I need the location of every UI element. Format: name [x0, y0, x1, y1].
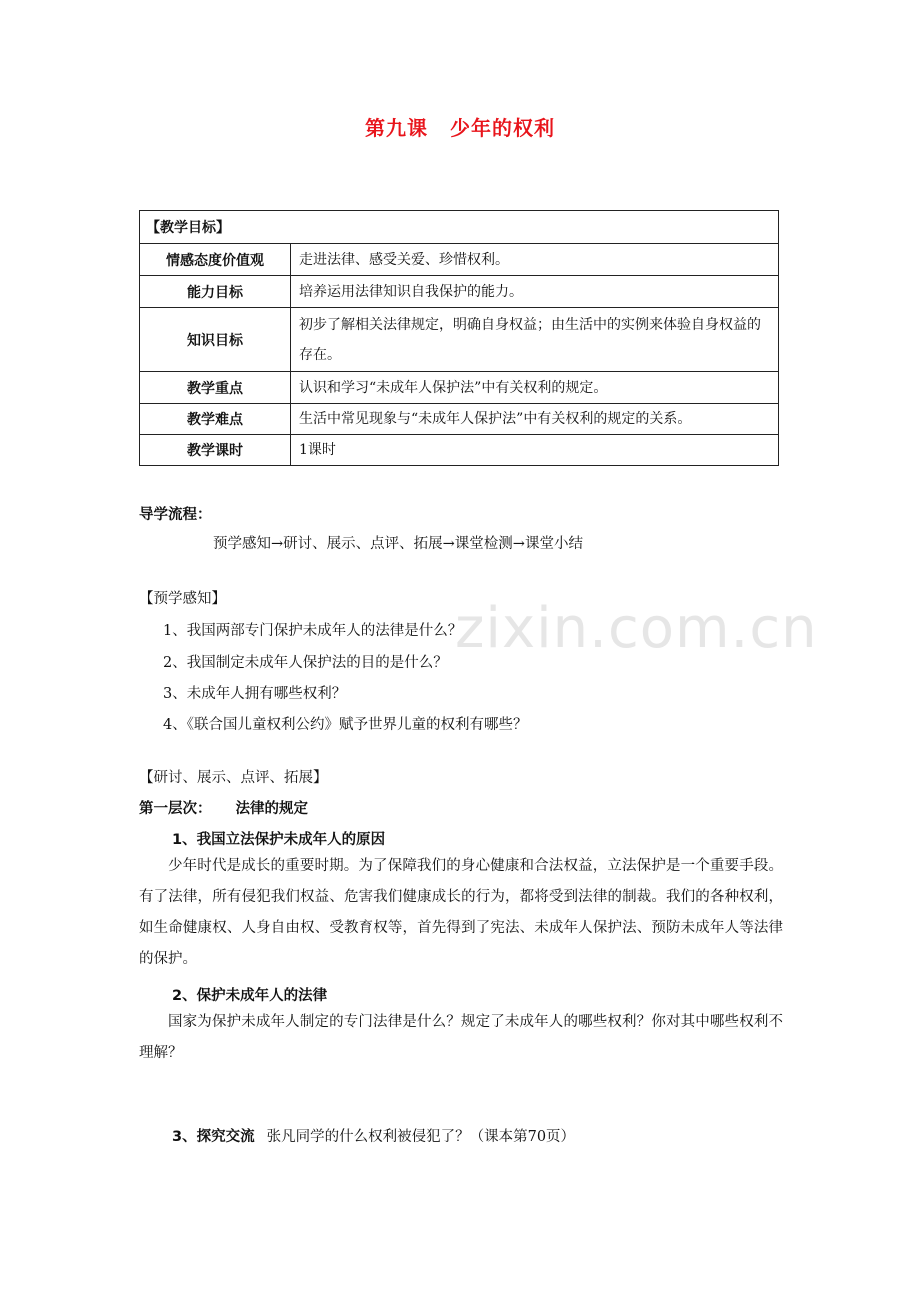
- row-value: 培养运用法律知识自我保护的能力。: [291, 276, 779, 308]
- section-title: 2、保护未成年人的法律: [172, 988, 328, 1004]
- row-value: 初步了解相关法律规定，明确自身权益；由生活中的实例来体验自身权益的存在。: [291, 308, 779, 372]
- table-row: [140, 372, 779, 404]
- lesson-title: 少年的权利: [450, 116, 555, 140]
- table-header-row: [140, 211, 779, 244]
- row-label: 能力目标: [140, 276, 291, 308]
- row-label: 情感态度价值观: [140, 244, 291, 276]
- row-value: 认识和学习“未成年人保护法”中有关权利的规定。: [291, 372, 779, 404]
- row-label: 知识目标: [140, 308, 291, 372]
- section-paragraph: 少年时代是成长的重要时期。为了保障我们的身心健康和合法权益，立法保护是一个重要手段。有了法律，所有侵犯我们权益、危害我们健康成长的行为，都将受到法律的制裁。我们的各种权利，如生命健康权、人身自由权、受教育权等，首先得到了宪法、未成年人保护法、预防未成年人等法律的保护。: [139, 858, 783, 967]
- lesson-number: 第九课: [365, 116, 428, 140]
- level-title: 法律的规定: [235, 801, 308, 817]
- table-row: [140, 244, 779, 276]
- section-title: 1、我国立法保护未成年人的原因: [172, 832, 386, 848]
- row-value: 生活中常见现象与“未成年人保护法”中有关权利的规定的关系。: [291, 404, 779, 435]
- table-row: [140, 308, 779, 372]
- table-row: [140, 276, 779, 308]
- row-label: 教学重点: [140, 372, 291, 404]
- flow-text: 预学感知→研讨、展示、点评、拓展→课堂检测→课堂小结: [213, 536, 583, 552]
- watermark: zixin.com.cn: [455, 596, 818, 661]
- teaching-goals-table: [139, 210, 779, 466]
- row-value: 1课时: [291, 435, 779, 466]
- page-title: [0, 112, 920, 141]
- table-header: 【教学目标】: [140, 211, 779, 244]
- table-row: [140, 404, 779, 435]
- preview-question: 3、未成年人拥有哪些权利？: [163, 686, 347, 702]
- preview-question: 4、《联合国儿童权利公约》赋予世界儿童的权利有哪些？: [163, 717, 528, 733]
- study-heading: 【研讨、展示、点评、拓展】: [139, 770, 328, 786]
- level-heading: [139, 797, 308, 818]
- row-label: 教学难点: [140, 404, 291, 435]
- preview-question: 2、我国制定未成年人保护法的目的是什么？: [163, 655, 448, 671]
- section-text: 张凡同学的什么权利被侵犯了？（课本第70页）: [266, 1129, 576, 1145]
- preview-heading: 【预学感知】: [139, 591, 226, 607]
- section-3: [172, 1125, 575, 1146]
- level-label: 第一层次：: [139, 801, 212, 817]
- section-paragraph: 国家为保护未成年人制定的专门法律是什么？规定了未成年人的哪些权利？你对其中哪些权利不理解？: [139, 1014, 783, 1061]
- table-row: [140, 435, 779, 466]
- preview-question: 1、我国两部专门保护未成年人的法律是什么？: [163, 623, 463, 639]
- row-value: 走进法律、感受关爱、珍惜权利。: [291, 244, 779, 276]
- section-title: 3、探究交流: [172, 1129, 255, 1145]
- flow-heading: 导学流程：: [139, 507, 212, 523]
- row-label: 教学课时: [140, 435, 291, 466]
